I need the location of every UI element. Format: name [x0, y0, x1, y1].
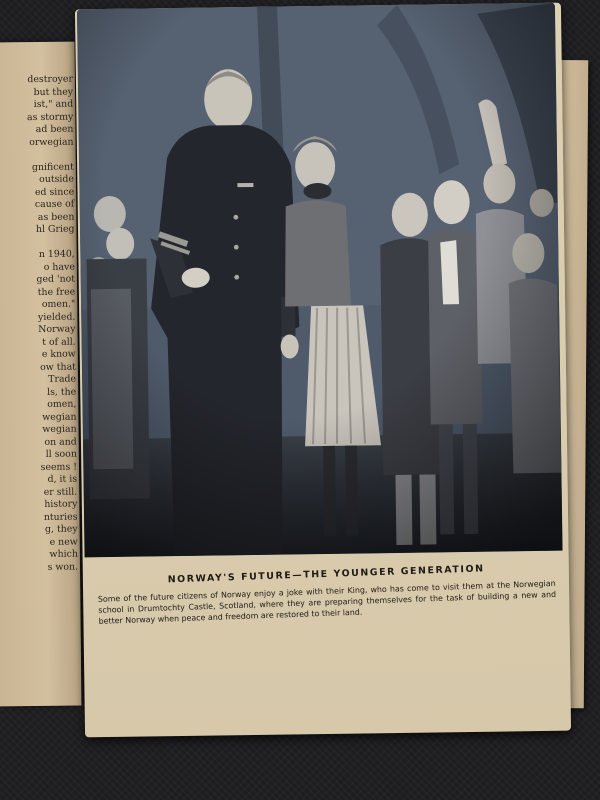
left-page-line: which: [49, 548, 78, 560]
left-page-line: wegian: [42, 411, 77, 423]
left-page-line: on and: [44, 436, 77, 448]
left-page-line: ged 'not: [36, 273, 76, 285]
left-page-line: outside: [39, 173, 75, 185]
left-page-line: ow that: [40, 361, 76, 373]
left-page-line: but they: [33, 86, 74, 98]
left-page-line: as been: [37, 211, 75, 223]
left-page: [0, 42, 81, 707]
left-page-line: Norway: [38, 323, 76, 335]
left-page-line: nturies: [43, 511, 78, 523]
left-page-line: g, they: [44, 523, 78, 535]
left-page-line: omen.": [41, 298, 76, 310]
left-page-text: [0, 74, 78, 575]
left-page-line: Trade: [48, 373, 77, 385]
caption: [83, 548, 571, 627]
left-page-line: orwegian: [29, 136, 74, 148]
left-page-line: yielded.: [37, 311, 76, 323]
left-page-line: destroyer: [27, 73, 73, 86]
left-page-line: n 1940,: [38, 248, 75, 260]
left-page-line: cause of: [34, 198, 75, 211]
left-page-line: ed since: [34, 186, 75, 198]
left-page-line: history: [44, 498, 78, 510]
left-page-line: seems !: [40, 461, 78, 473]
caption-title: NORWAY'S FUTURE—THE YOUNGER GENERATION: [167, 563, 485, 586]
left-page-line: e new: [49, 536, 78, 548]
left-page-line: gnificent: [31, 161, 74, 173]
magazine-page: [75, 3, 571, 738]
left-page-line: ls, the: [47, 386, 77, 398]
left-page-line: o have: [43, 261, 75, 273]
photograph: [77, 3, 563, 558]
left-page-line: [0, 236, 75, 249]
left-page-line: t of all.: [42, 336, 76, 348]
caption-body: Some of the future citizens of Norway enjoy a joke with their King, who has come to visit them at the Norwegian school in Drumtochty Castle, Scotland, where they are preparing themselves for the task of building a new and better Norway when peace and freedom are restored to their land.: [97, 578, 557, 626]
left-page-line: ll soon: [45, 448, 77, 460]
left-page-line: omen,: [47, 398, 77, 410]
left-page-line: the free: [37, 286, 76, 298]
left-page-line: [0, 149, 74, 162]
photo-illustration: [77, 3, 563, 558]
left-page-line: e know: [41, 348, 76, 360]
left-page-line: ad been: [35, 123, 74, 135]
left-page-line: d, it is: [47, 473, 78, 485]
left-page-line: hl Grieg: [35, 223, 75, 235]
left-page-line: s won.: [47, 561, 79, 573]
left-page-line: ist," and: [33, 98, 74, 111]
left-page-line: as stormy: [26, 111, 74, 123]
left-page-line: wegian: [42, 423, 77, 435]
left-page-line: er still.: [43, 486, 78, 498]
